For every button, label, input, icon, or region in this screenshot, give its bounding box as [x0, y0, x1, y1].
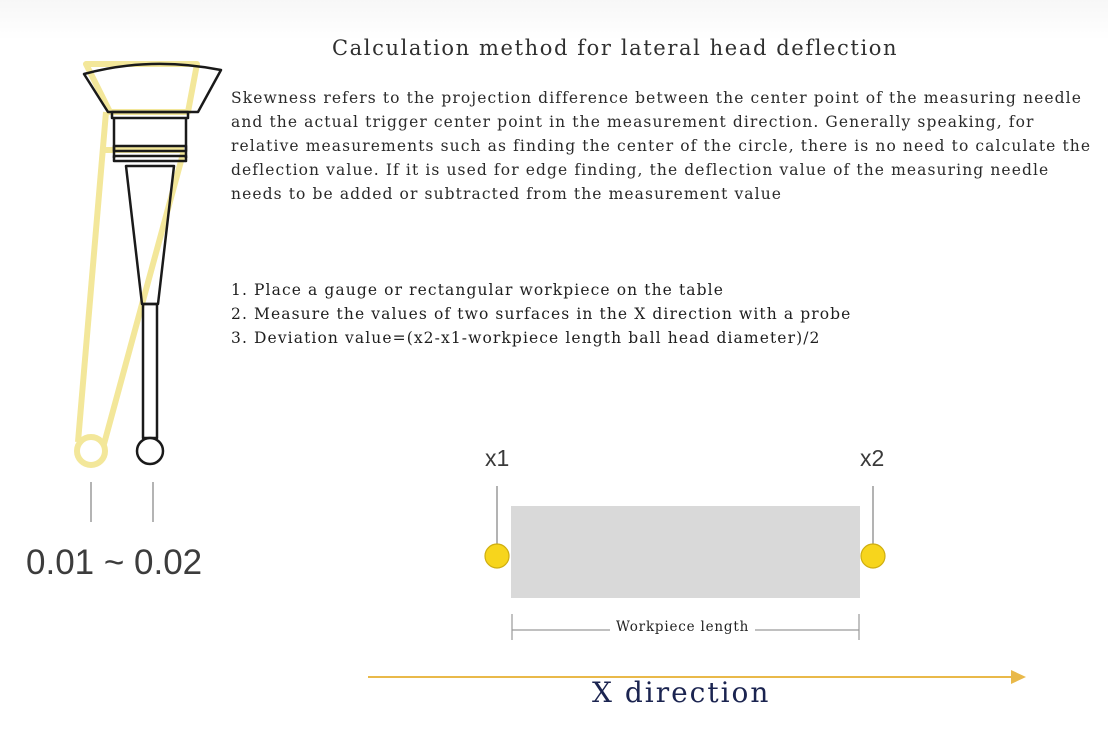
- workpiece: [511, 506, 860, 598]
- step-list: [231, 278, 851, 350]
- deflection-range-label: 0.01 ~ 0.02: [26, 543, 203, 582]
- x1-label: x1: [485, 445, 510, 471]
- page-title: Calculation method for lateral head deflection: [332, 36, 899, 60]
- workpiece-length-label: Workpiece length: [610, 619, 755, 635]
- probe-band-2: [114, 156, 186, 161]
- x1-contact-point: [485, 544, 509, 568]
- x-direction-label: X direction: [592, 676, 771, 709]
- description-paragraph: Skewness refers to the projection difference between the center point of the measuring needle and the actual trigger center point in the measurement direction. Generally speaking, for relative measurements such as finding the center of the circle, there is no need to calculate the deflection value. If it is used for edge finding, the deflection value of the measuring needle needs to be added or subtracted from the measurement value: [231, 89, 1092, 203]
- x-direction-arrow-head: [1011, 670, 1026, 684]
- deflected-probe-shaft-left: [78, 112, 106, 442]
- step-item: 1. Place a gauge or rectangular workpiece on the table: [231, 281, 724, 299]
- step-item: 3. Deviation value=(x2-x1-workpiece length ball head diameter)/2: [231, 329, 821, 347]
- x2-contact-point: [861, 544, 885, 568]
- probe-ball: [137, 438, 163, 464]
- x2-label: x2: [860, 445, 885, 471]
- step-item: 2. Measure the values of two surfaces in the X direction with a probe: [231, 305, 852, 323]
- probe-head: [84, 64, 221, 112]
- probe-stylus: [143, 304, 157, 438]
- deflected-probe-ball: [77, 437, 105, 465]
